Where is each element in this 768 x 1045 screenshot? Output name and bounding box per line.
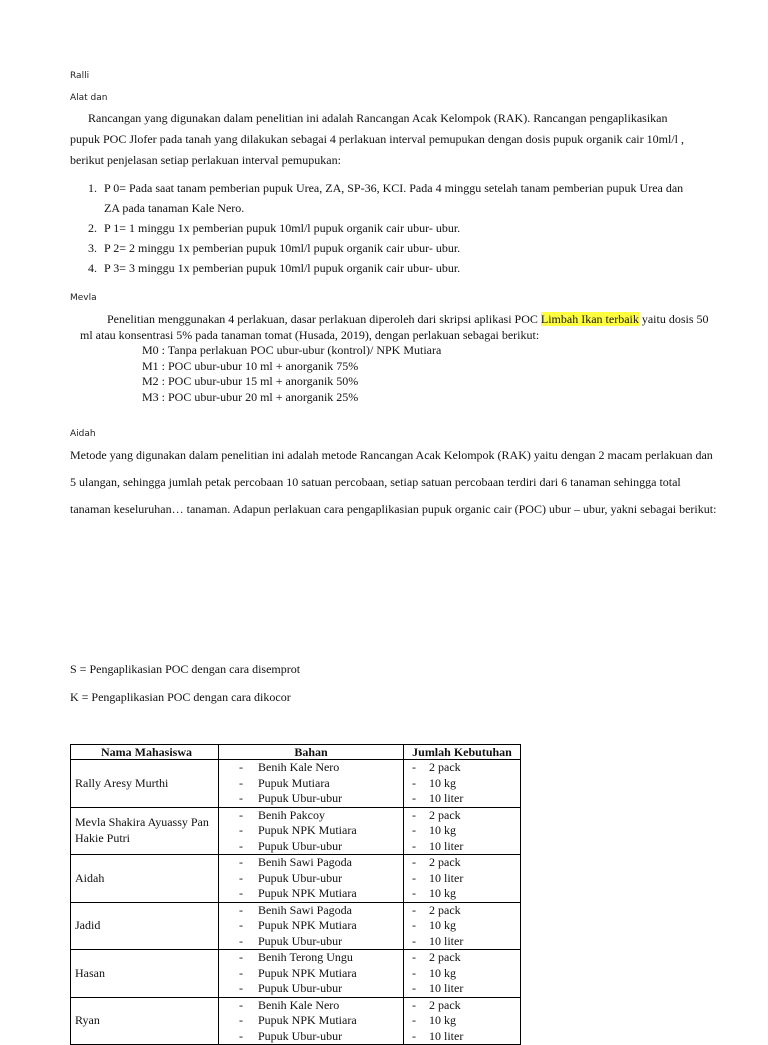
dash-bullet: - xyxy=(412,950,416,964)
quantity-cell xyxy=(404,950,521,998)
jumlah-list xyxy=(404,808,520,855)
list-item: - Pupuk NPK Mutiara xyxy=(239,1013,357,1027)
list-item: - 10 kg xyxy=(412,965,456,980)
aidah-line-1: Metode yang digunakan dalam penelitian ini adalah metode Rancangan Acak Kelompok (RAK) yaitu dengan 2 macam perlakuan dan xyxy=(70,448,713,462)
section-label-aidah: Aidah xyxy=(70,429,96,439)
highlighted-text: Limbah Ikan terbaik xyxy=(540,312,639,326)
quantity-cell xyxy=(404,855,521,903)
dash-bullet: - xyxy=(412,1028,416,1043)
jumlah-list xyxy=(404,903,520,950)
list-item: - Pupuk NPK Mutiara xyxy=(239,823,357,837)
dash-bullet: - xyxy=(239,775,243,790)
table-row xyxy=(71,997,521,1045)
list-item: - Pupuk Ubur-ubur xyxy=(239,791,343,805)
student-name-cell: Mevla Shakira Ayuassy Pan Hakie Putri xyxy=(71,807,219,855)
list-item: - Benih Sawi Pagoda xyxy=(239,902,352,917)
dash-bullet: - xyxy=(239,838,243,853)
student-name-cell: Rally Aresy Murthi xyxy=(71,760,219,808)
list-item: - 10 kg xyxy=(412,918,456,932)
dash-bullet: - xyxy=(239,791,243,805)
bahan-list xyxy=(219,950,403,997)
dash-bullet: - xyxy=(239,807,243,822)
list-item: - 2 pack xyxy=(412,902,461,917)
ralli-intro-paragraph: Rancangan yang digunakan dalam penelitian ini adalah Rancangan Acak Kelompok (RAK). Rancangan pengaplikasikan pupuk POC Jlofer pada tanah yang dilakukan sebagai 4 perlakuan interval pemupukan dengan dosis pupuk organik cair 10ml/l , berikut penjelasan setiap perlakuan interval pemupukan: xyxy=(70,111,684,167)
bahan-list xyxy=(219,855,403,902)
material-cell xyxy=(219,997,404,1045)
ralli-treatment-list xyxy=(88,178,698,278)
bahan-list xyxy=(219,808,403,855)
aidah-line-3: tanaman keseluruhan… tanaman. Adapun perlakuan cara pengaplikasian pupuk organic cair (POC) ubur – ubur, yakni sebagai berikut: xyxy=(70,502,717,516)
section-label-ralli: Ralli xyxy=(70,71,90,81)
list-item: - Benih Kale Nero xyxy=(239,760,340,774)
list-item: - Pupuk NPK Mutiara xyxy=(239,886,357,900)
bahan-list xyxy=(219,998,403,1045)
material-cell xyxy=(219,855,404,903)
table-row xyxy=(71,807,521,855)
dash-bullet: - xyxy=(412,791,416,805)
dash-bullet: - xyxy=(412,933,416,948)
header-jumlah: Jumlah Kebutuhan xyxy=(404,745,521,760)
dash-bullet: - xyxy=(239,950,243,964)
student-name-cell: Aidah xyxy=(71,855,219,903)
aidah-line-2: 5 ulangan, sehingga jumlah petak percobaan 10 satuan percobaan, setiap satuan percobaan terdiri dari 6 tanaman sehingga total xyxy=(70,475,681,489)
student-name-cell: Hasan xyxy=(71,950,219,998)
dash-bullet: - xyxy=(239,918,243,932)
section-label-mevla: Mevla xyxy=(70,293,97,303)
material-cell xyxy=(219,807,404,855)
list-item: - 2 pack xyxy=(412,997,461,1012)
quantity-cell xyxy=(404,997,521,1045)
list-item: - 10 liter xyxy=(412,791,464,805)
list-item: M2 : POC ubur-ubur 15 ml + anorganik 50% xyxy=(142,374,359,388)
needs-table xyxy=(70,744,521,1045)
list-item: - Benih Sawi Pagoda xyxy=(239,855,352,869)
list-item: - Pupuk Ubur-ubur xyxy=(239,933,343,948)
list-item: - Benih Kale Nero xyxy=(239,997,340,1012)
s-definition: S = Pengaplikasian POC dengan cara disemprot xyxy=(70,662,301,676)
jumlah-list xyxy=(404,855,520,902)
jumlah-list xyxy=(404,998,520,1045)
dash-bullet: - xyxy=(412,918,416,932)
student-name-cell: Ryan xyxy=(71,997,219,1045)
dash-bullet: - xyxy=(239,823,243,837)
dash-bullet: - xyxy=(412,838,416,853)
list-item: 1. P 0= Pada saat tanam pemberian pupuk Urea, ZA, SP-36, KCI. Pada 4 minggu setelah tanam pemberian pupuk Urea dan ZA pada tanaman Kale Nero. xyxy=(88,181,684,215)
dash-bullet: - xyxy=(239,886,243,900)
dash-bullet: - xyxy=(239,902,243,917)
list-item: - 10 liter xyxy=(412,1028,464,1043)
dash-bullet: - xyxy=(412,775,416,790)
header-bahan: Bahan xyxy=(219,745,404,760)
table-row xyxy=(71,902,521,950)
list-item: - 10 liter xyxy=(412,981,464,995)
list-item: 2. P 1= 1 minggu 1x pemberian pupuk 10ml/l pupuk organik cair ubur- ubur. xyxy=(88,221,461,235)
quantity-cell xyxy=(404,902,521,950)
dash-bullet: - xyxy=(412,981,416,995)
dash-bullet: - xyxy=(239,981,243,995)
dash-bullet: - xyxy=(239,965,243,980)
table-header-row xyxy=(71,745,521,760)
list-item: 3. P 2= 2 minggu 1x pemberian pupuk 10ml/l pupuk organik cair ubur- ubur. xyxy=(88,241,461,255)
bahan-list xyxy=(219,760,403,807)
list-item: - 10 kg xyxy=(412,1013,456,1027)
jumlah-list xyxy=(404,950,520,997)
list-item: - 10 liter xyxy=(412,838,464,853)
dash-bullet: - xyxy=(412,886,416,900)
list-item: - 2 pack xyxy=(412,760,461,774)
dash-bullet: - xyxy=(412,855,416,869)
dash-bullet: - xyxy=(412,870,416,885)
dash-bullet: - xyxy=(412,965,416,980)
table-row xyxy=(71,760,521,808)
mevla-paragraph: Penelitian menggunakan 4 perlakuan, dasar perlakuan diperoleh dari skripsi aplikasi POC Limbah Ikan terbaik yaitu dosis 50 ml atau konsentrasi 5% pada tanaman tomat (Husada, 2019), dengan perlakuan sebagai berikut: xyxy=(80,312,709,342)
table-row xyxy=(71,950,521,998)
list-item: - Pupuk Mutiara xyxy=(239,775,330,790)
k-definition: K = Pengaplikasian POC dengan cara dikocor xyxy=(70,690,291,704)
header-nama: Nama Mahasiswa xyxy=(71,745,219,760)
dash-bullet: - xyxy=(412,997,416,1012)
dash-bullet: - xyxy=(239,1013,243,1027)
list-item: M0 : Tanpa perlakuan POC ubur-ubur (kontrol)/ NPK Mutiara xyxy=(142,343,442,357)
dash-bullet: - xyxy=(239,933,243,948)
dash-bullet: - xyxy=(412,902,416,917)
material-cell xyxy=(219,760,404,808)
jumlah-list xyxy=(404,760,520,807)
table-row xyxy=(71,855,521,903)
list-item: - 10 liter xyxy=(412,870,464,885)
list-item: - Pupuk Ubur-ubur xyxy=(239,838,343,853)
mevla-treatment-list xyxy=(142,343,441,405)
list-item: - 2 pack xyxy=(412,950,461,964)
dash-bullet: - xyxy=(412,1013,416,1027)
material-cell xyxy=(219,902,404,950)
list-item: - Benih Terong Ungu xyxy=(239,950,353,964)
list-item: - Pupuk NPK Mutiara xyxy=(239,918,357,932)
list-item: - 10 kg xyxy=(412,823,456,837)
dash-bullet: - xyxy=(239,997,243,1012)
material-cell xyxy=(219,950,404,998)
quantity-cell xyxy=(404,760,521,808)
dash-bullet: - xyxy=(412,823,416,837)
list-item: - Pupuk Ubur-ubur xyxy=(239,1028,343,1043)
list-item: M1 : POC ubur-ubur 10 ml + anorganik 75% xyxy=(142,358,359,373)
dash-bullet: - xyxy=(412,760,416,774)
list-item: - Benih Pakcoy xyxy=(239,807,325,822)
list-item: - 10 kg xyxy=(412,775,456,790)
list-item: - 2 pack xyxy=(412,855,461,869)
list-item: - Pupuk Ubur-ubur xyxy=(239,870,343,885)
student-name-cell: Jadid xyxy=(71,902,219,950)
list-item: 4. P 3= 3 minggu 1x pemberian pupuk 10ml/l pupuk organik cair ubur- ubur. xyxy=(88,261,461,275)
quantity-cell xyxy=(404,807,521,855)
dash-bullet: - xyxy=(239,760,243,774)
list-item: - 10 liter xyxy=(412,933,464,948)
list-item: M3 : POC ubur-ubur 20 ml + anorganik 25% xyxy=(142,389,359,404)
section-label-alat: Alat dan xyxy=(70,93,108,103)
dash-bullet: - xyxy=(412,807,416,822)
dash-bullet: - xyxy=(239,870,243,885)
dash-bullet: - xyxy=(239,1028,243,1043)
list-item: - Pupuk Ubur-ubur xyxy=(239,981,343,995)
list-item: - 2 pack xyxy=(412,807,461,822)
list-item: - Pupuk NPK Mutiara xyxy=(239,965,357,980)
bahan-list xyxy=(219,903,403,950)
list-item: - 10 kg xyxy=(412,886,456,900)
dash-bullet: - xyxy=(239,855,243,869)
